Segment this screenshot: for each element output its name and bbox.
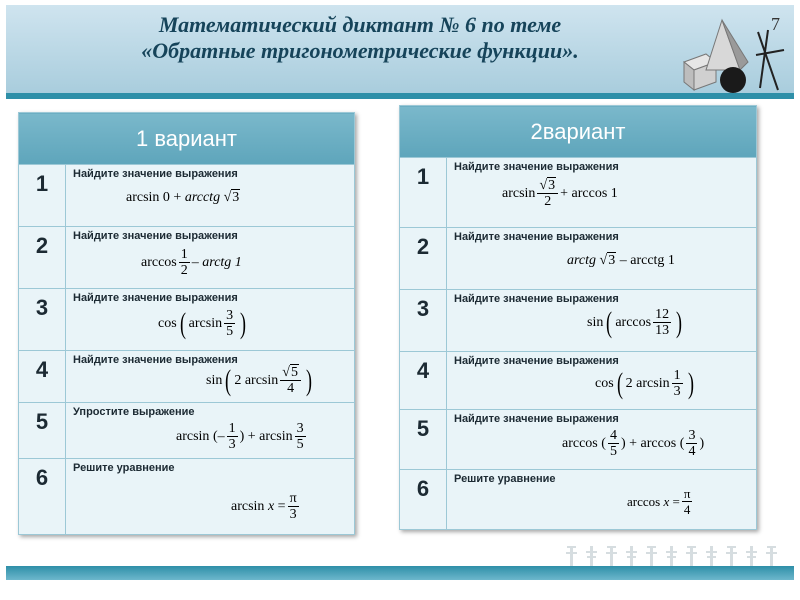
task-text: Решите уравнение xyxy=(73,462,175,474)
row-number: 1 xyxy=(19,165,66,227)
task-text: Найдите значение выражения xyxy=(73,230,238,242)
table-row xyxy=(400,228,757,290)
task-text: Упростите выражение xyxy=(73,406,195,418)
logo-number: 7 xyxy=(771,14,780,34)
math-expression: arccos ( $\frac{4}{5}$ ) + arccos ( $\frac{3}{4}$ ) xyxy=(562,428,705,459)
task-cell xyxy=(447,158,757,228)
page-title xyxy=(100,12,620,64)
variant-1-heading: 1 вариант xyxy=(19,113,355,165)
title-line-1: Математический диктант № 6 по теме xyxy=(158,12,562,37)
row-number: 3 xyxy=(19,289,66,351)
row-number: 3 xyxy=(400,290,447,352)
task-text: Найдите значение выражения xyxy=(73,354,238,366)
task-text: Найдите значение выражения xyxy=(454,413,619,425)
task-text: Найдите значение выражения xyxy=(454,293,619,305)
title-line-2: «Обратные тригонометрические функции». xyxy=(141,38,579,63)
task-cell xyxy=(447,352,757,410)
math-expression: arcsin ( – $\frac{1}{3}$ ) + arcsin $\frac{3}{5}$ xyxy=(176,421,304,452)
math-expression: sin ( arccos $\frac{12}{13}$ ) xyxy=(587,305,683,339)
task-cell xyxy=(66,459,355,535)
math-expression: sin ( 2 arcsin $\frac{√5}{4}$ ) xyxy=(206,363,312,397)
table-row xyxy=(400,470,757,530)
table-row xyxy=(400,158,757,228)
footer-plant-pattern xyxy=(566,542,792,566)
table-row xyxy=(19,459,355,535)
task-text: Найдите значение выражения xyxy=(73,168,238,180)
math-expression: arccos $\frac{1}{2}$ – arctg 1 xyxy=(141,247,242,278)
table-row xyxy=(400,290,757,352)
task-cell xyxy=(447,470,757,530)
math-expression: cos ( arcsin $\frac{3}{5}$ ) xyxy=(158,306,247,340)
table-row xyxy=(19,351,355,403)
math-expression: arcsin $\frac{√3}{2}$ + arccos 1 xyxy=(502,178,618,209)
task-text: Найдите значение выражения xyxy=(454,231,619,243)
row-number: 6 xyxy=(400,470,447,530)
row-number: 2 xyxy=(19,227,66,289)
task-cell xyxy=(66,351,355,403)
row-number: 5 xyxy=(19,403,66,459)
variant-2-heading: 2вариант xyxy=(400,106,757,158)
table-row xyxy=(19,165,355,227)
row-number: 5 xyxy=(400,410,447,470)
variant-2-table xyxy=(399,105,757,530)
math-expression: arccos x = $\frac{\pi}{4}$ xyxy=(627,486,691,517)
task-cell xyxy=(447,290,757,352)
task-text: Найдите значение выражения xyxy=(454,355,619,367)
geometry-shapes-logo xyxy=(678,10,790,94)
table-row xyxy=(400,352,757,410)
row-number: 2 xyxy=(400,228,447,290)
task-text: Решите уравнение xyxy=(454,473,556,485)
task-text: Найдите значение выражения xyxy=(73,292,238,304)
task-cell xyxy=(447,410,757,470)
task-cell xyxy=(447,228,757,290)
task-cell xyxy=(66,165,355,227)
task-cell xyxy=(66,403,355,459)
table-row xyxy=(400,410,757,470)
table-row xyxy=(19,403,355,459)
footer-bar xyxy=(6,566,794,580)
task-cell xyxy=(66,227,355,289)
variant-1-table xyxy=(18,112,355,535)
task-text: Найдите значение выражения xyxy=(454,161,619,173)
row-number: 4 xyxy=(19,351,66,403)
row-number: 4 xyxy=(400,352,447,410)
math-expression: arcsin x = $\frac{\pi}{3}$ xyxy=(231,491,297,522)
header-stripe xyxy=(6,93,794,99)
task-cell xyxy=(66,289,355,351)
math-expression: arcsin 0 + arcctg √ 3 xyxy=(126,189,240,205)
math-expression: cos ( 2 arcsin $\frac{1}{3}$ ) xyxy=(595,366,694,400)
table-row xyxy=(19,289,355,351)
row-number: 1 xyxy=(400,158,447,228)
row-number: 6 xyxy=(19,459,66,535)
math-expression: arctg √ 3 – arcctg 1 xyxy=(567,252,675,268)
table-row xyxy=(19,227,355,289)
